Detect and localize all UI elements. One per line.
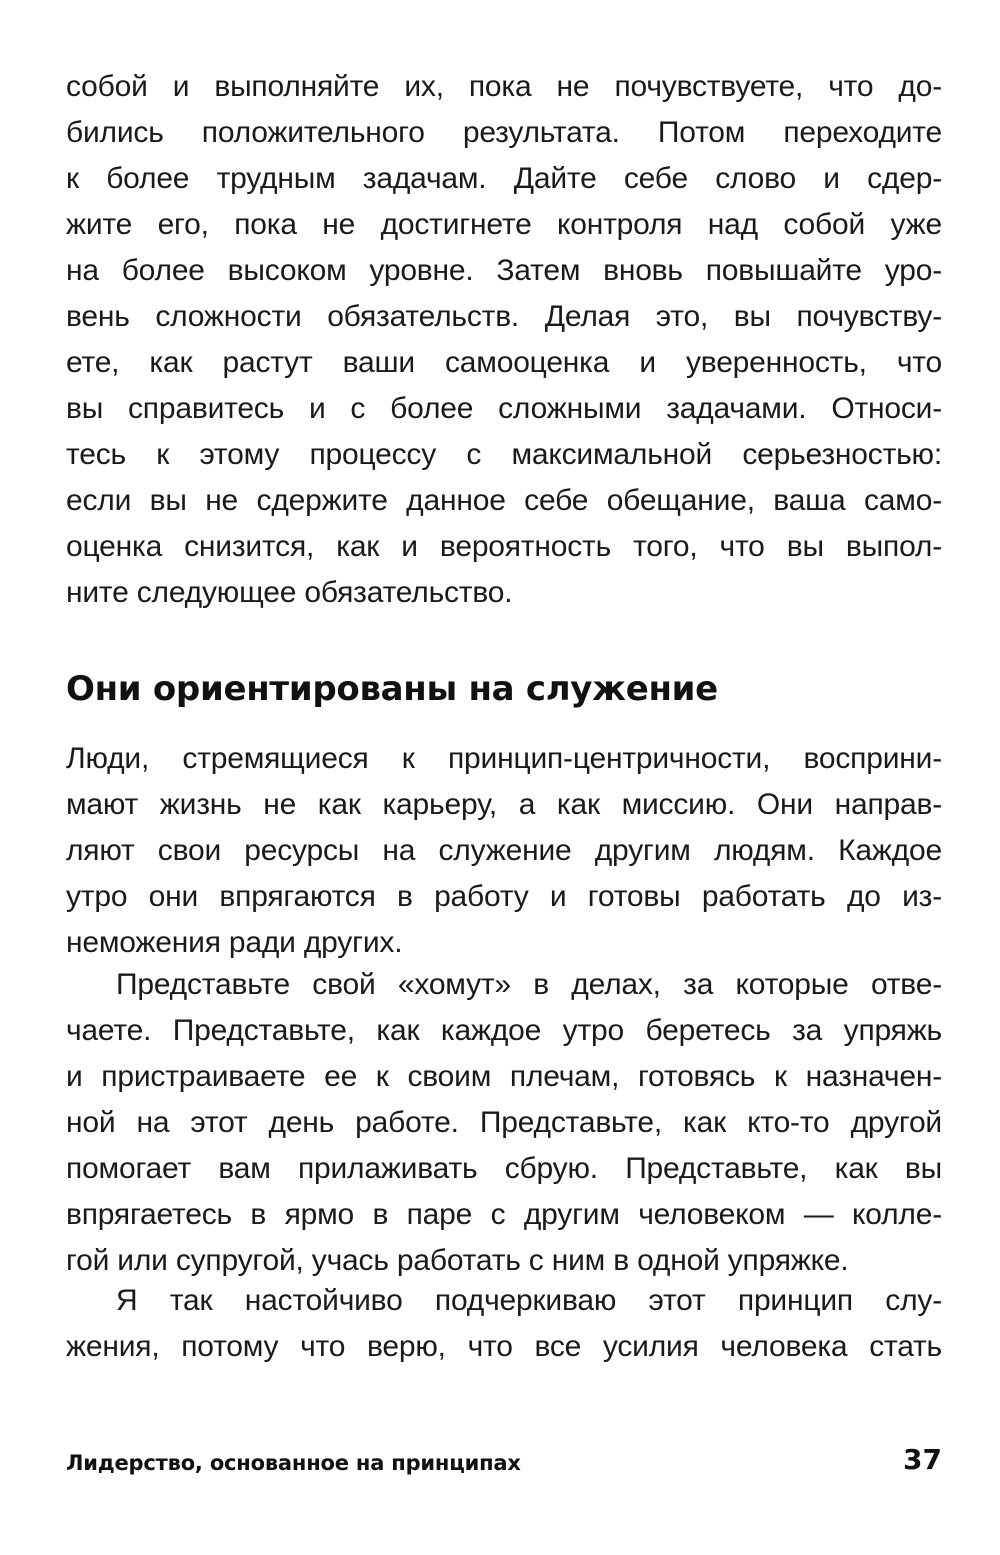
text-line: мают жизнь не как карьеру, а как миссию. Они направ- <box>66 788 942 821</box>
text-line: жения, потому что верю, что все усилия человека стать <box>66 1330 942 1363</box>
text-line: гой или супругой, учась работать с ним в одной упряжке. <box>66 1244 849 1277</box>
text-line: и пристраиваете ее к своим плечам, готовясь к назначен- <box>66 1060 942 1093</box>
section-paragraph-2 <box>66 962 942 1284</box>
text-line: бились положительного результата. Потом переходите <box>66 116 942 149</box>
text-line: на более высоком уровне. Затем вновь повышайте уро- <box>66 254 942 287</box>
text-line: ной на этот день работе. Представьте, как кто-то другой <box>66 1106 942 1139</box>
text-line: жите его, пока не достигнете контроля над собой уже <box>66 208 942 241</box>
text-line: Люди, стремящиеся к принцип-центричности, восприни- <box>66 742 942 775</box>
text-line: ните следующее обязательство. <box>66 576 513 609</box>
text-line: если вы не сдержите данное себе обещание, ваша само- <box>66 484 942 517</box>
section-paragraph-1 <box>66 736 942 966</box>
section-heading: Они ориентированы на служение <box>66 669 718 709</box>
text-line: чаете. Представьте, как каждое утро беретесь за упряжь <box>66 1014 942 1047</box>
text-line: ляют свои ресурсы на служение другим людям. Каждое <box>66 834 942 867</box>
text-line: впрягаетесь в ярмо в паре с другим человеком — колле- <box>66 1198 942 1231</box>
text-line: тесь к этому процессу с максимальной серьезностью: <box>66 438 942 471</box>
page-number: 37 <box>903 1443 942 1476</box>
text-line: помогает вам прилаживать сбрую. Представьте, как вы <box>66 1152 942 1185</box>
text-line: вень сложности обязательств. Делая это, вы почувству- <box>66 300 942 333</box>
text-line: вы справитесь и с более сложными задачами. Относи- <box>66 392 942 425</box>
text-line: утро они впрягаются в работу и готовы работать до из- <box>66 880 942 913</box>
text-line: Я так настойчиво подчеркиваю этот принцип слу- <box>116 1284 942 1317</box>
text-line: Представьте свой «хомут» в делах, за которые отве- <box>116 968 942 1001</box>
section-paragraph-3 <box>66 1278 942 1370</box>
paragraph-top <box>66 64 942 616</box>
text-line: неможения ради других. <box>66 926 403 959</box>
text-line: ете, как растут ваши самооценка и уверенность, что <box>66 346 942 379</box>
text-line: оценка снизится, как и вероятность того, что вы выпол- <box>66 530 942 563</box>
text-line: собой и выполняйте их, пока не почувствуете, что до- <box>66 70 942 103</box>
running-footer-title: Лидерство, основанное на принципах <box>66 1451 521 1475</box>
text-line: к более трудным задачам. Дайте себе слово и сдер- <box>66 162 942 195</box>
